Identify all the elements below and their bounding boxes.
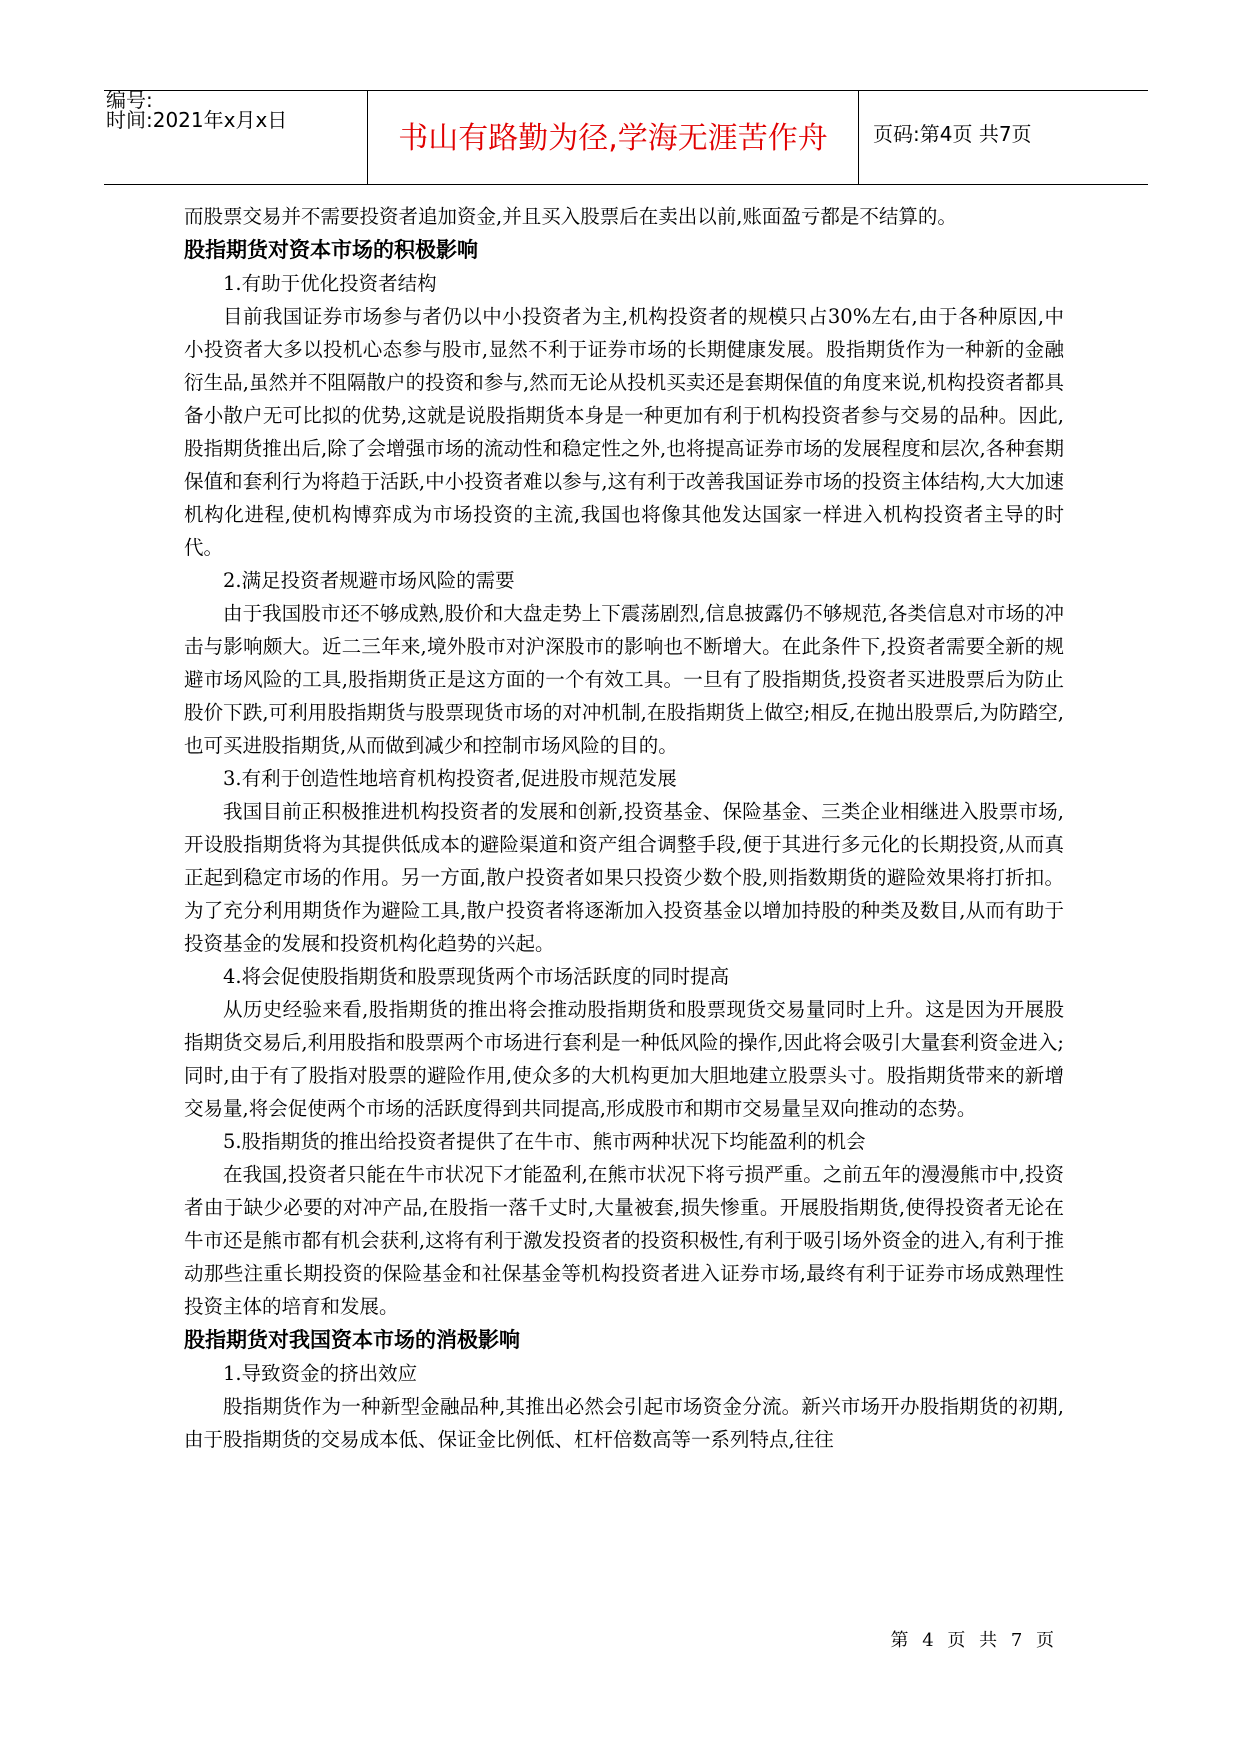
- subheading: 4.将会促使股指期货和股票现货两个市场活跃度的同时提高: [223, 965, 730, 988]
- subheading: 1.有助于优化投资者结构: [223, 272, 437, 295]
- subheading: 2.满足投资者规避市场风险的需要: [223, 569, 515, 592]
- header-meta-cell: [104, 88, 368, 184]
- paragraph: 我国目前正积极推进机构投资者的发展和创新,投资基金、保险基金、三类企业相继进入股票市场,开设股指期货将为其提供低成本的避险渠道和资产组合调整手段,便于其进行多元化的长期投资,从而真正起到稳定市场的作用。另一方面,散户投资者如果只投资少数个股,则指数期货的避险效果将打折扣。为了充分利用期货作为避险工具,散户投资者将逐渐加入投资基金以增加持股的种类及数目,从而有助于投资基金的发展和投资机构化趋势的兴起。: [184, 800, 1064, 955]
- header-page-number: 页码:第4页 共7页: [873, 122, 1032, 146]
- header-motto-cell: [368, 91, 859, 184]
- header-page-cell: [859, 91, 1148, 184]
- document-time-label: 时间:2021年x月x日: [106, 108, 288, 132]
- subheading: 5.股指期货的推出给投资者提供了在牛市、熊市两种状况下均能盈利的机会: [223, 1130, 866, 1153]
- paragraph: 从历史经验来看,股指期货的推出将会推动股指期货和股票现货交易量同时上升。这是因为开展股指期货交易后,利用股指和股票两个市场进行套利是一种低风险的操作,因此将会吸引大量套利资金进入;同时,由于有了股指对股票的避险作用,使众多的大机构更加大胆地建立股票头寸。股指期货带来的新增交易量,将会促使两个市场的活跃度得到共同提高,形成股市和期市交易量呈双向推动的态势。: [184, 998, 1064, 1120]
- paragraph: 在我国,投资者只能在牛市状况下才能盈利,在熊市状况下将亏损严重。之前五年的漫漫熊市中,投资者由于缺少必要的对冲产品,在股指一落千丈时,大量被套,损失惨重。开展股指期货,使得投资者无论在牛市还是熊市都有机会获利,这将有利于激发投资者的投资积极性,有利于吸引场外资金的进入,有利于推动那些注重长期投资的保险基金和社保基金等机构投资者进入证券市场,最终有利于证券市场成熟理性投资主体的培育和发展。: [184, 1163, 1064, 1318]
- header-motto: 书山有路勤为径,学海无涯苦作舟: [398, 121, 828, 156]
- subheading: 1.导致资金的挤出效应: [223, 1362, 418, 1385]
- page-header: [104, 90, 1148, 185]
- paragraph: 由于我国股市还不够成熟,股价和大盘走势上下震荡剧烈,信息披露仍不够规范,各类信息对市场的冲击与影响颇大。近二三年来,境外股市对沪深股市的影响也不断增大。在此条件下,投资者需要全新的规避市场风险的工具,股指期货正是这方面的一个有效工具。一旦有了股指期货,投资者买进股票后为防止股价下跌,可利用股指期货与股票现货市场的对冲机制,在股指期货上做空;相反,在抛出股票后,为防踏空,也可买进股指期货,从而做到减少和控制市场风险的目的。: [184, 602, 1064, 757]
- document-number-label: 编号:: [106, 88, 153, 112]
- paragraph: 而股票交易并不需要投资者追加资金,并且买入股票后在卖出以前,账面盈亏都是不结算的。: [184, 205, 957, 228]
- paragraph: 股指期货作为一种新型金融品种,其推出必然会引起市场资金分流。新兴市场开办股指期货的初期,由于股指期货的交易成本低、保证金比例低、杠杆倍数高等一系列特点,往往: [184, 1395, 1064, 1451]
- section-heading-negative: 股指期货对我国资本市场的消极影响: [184, 1328, 520, 1352]
- document-body: [184, 200, 1064, 1456]
- page-footer-number: 第 4 页 共 7 页: [890, 1630, 1058, 1651]
- subheading: 3.有利于创造性地培育机构投资者,促进股市规范发展: [223, 767, 677, 790]
- paragraph: 目前我国证券市场参与者仍以中小投资者为主,机构投资者的规模只占30%左右,由于各种原因,中小投资者大多以投机心态参与股市,显然不利于证券市场的长期健康发展。股指期货作为一种新的金融衍生品,虽然并不阻隔散户的投资和参与,然而无论从投机买卖还是套期保值的角度来说,机构投资者都具备小散户无可比拟的优势,这就是说股指期货本身是一种更加有利于机构投资者参与交易的品种。因此,股指期货推出后,除了会增强市场的流动性和稳定性之外,也将提高证券市场的发展程度和层次,各种套期保值和套利行为将趋于活跃,中小投资者难以参与,这有利于改善我国证券市场的投资主体结构,大大加速机构化进程,使机构博弈成为市场投资的主流,我国也将像其他发达国家一样进入机构投资者主导的时代。: [184, 305, 1064, 559]
- section-heading-positive: 股指期货对资本市场的积极影响: [184, 238, 478, 262]
